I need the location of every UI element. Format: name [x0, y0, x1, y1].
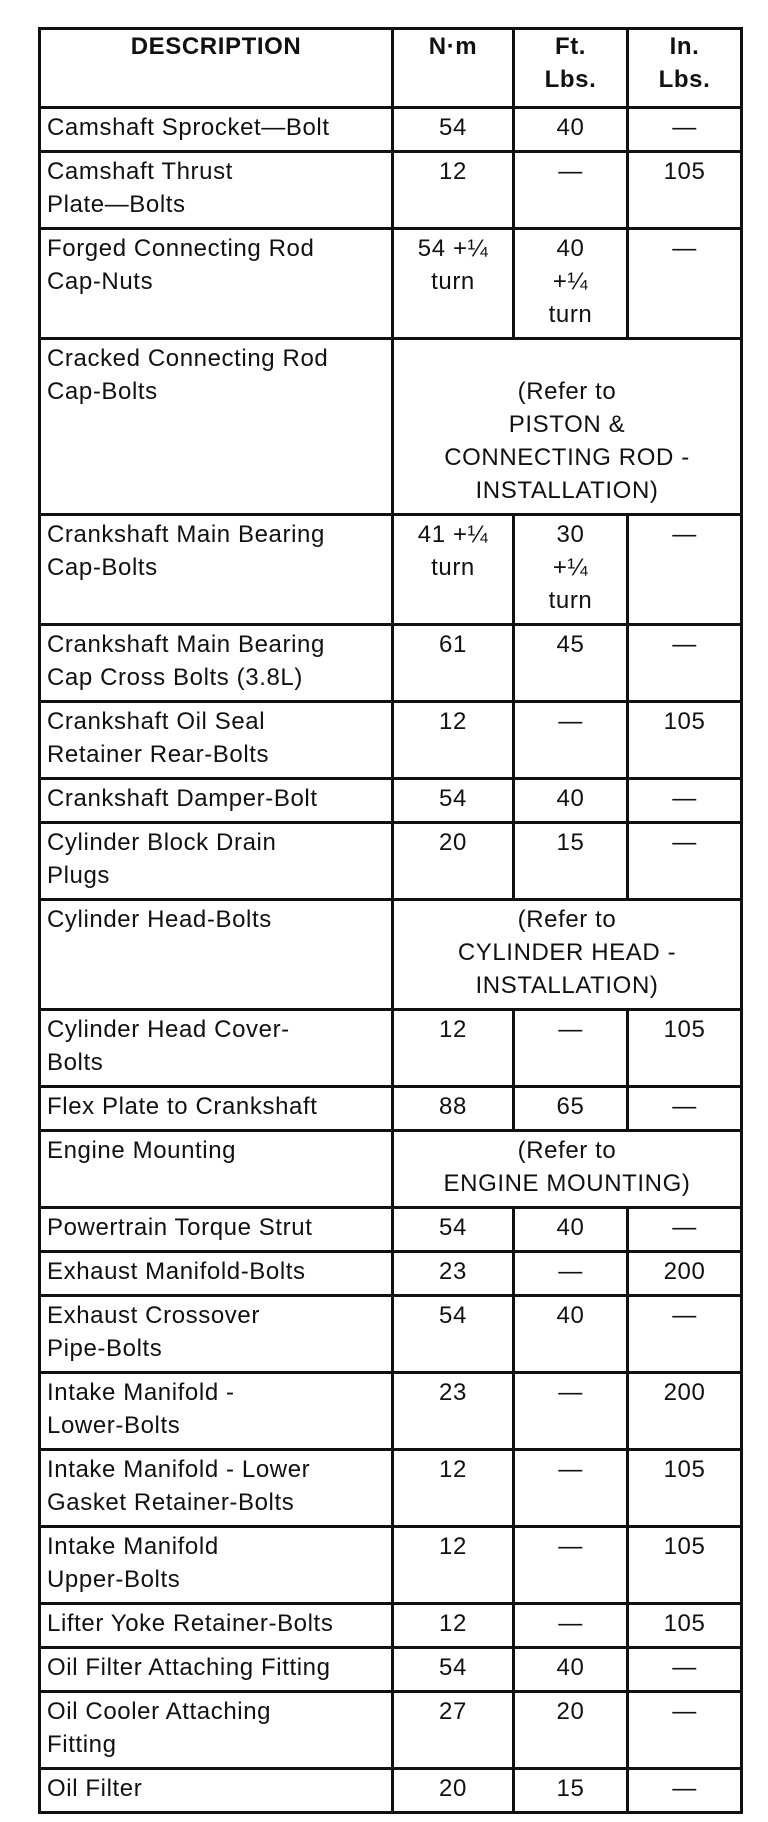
nm-cell: 23: [393, 1252, 514, 1296]
description-cell: Oil Filter: [40, 1769, 393, 1813]
table-row: [40, 779, 742, 823]
ft-lbs-cell: 40: [514, 1208, 628, 1252]
header-nm: N·m: [393, 29, 514, 108]
ft-lbs-cell: —: [514, 1450, 628, 1527]
table-row: [40, 1131, 742, 1208]
description-cell: Cylinder Head Cover- Bolts: [40, 1010, 393, 1087]
in-lbs-cell: —: [628, 515, 742, 625]
in-lbs-cell: —: [628, 625, 742, 702]
header-description: DESCRIPTION: [40, 29, 393, 108]
table-row: [40, 152, 742, 229]
ft-lbs-cell: —: [514, 1252, 628, 1296]
ft-lbs-cell: 30 +¼ turn: [514, 515, 628, 625]
description-cell: Intake Manifold - Lower Gasket Retainer-Bolts: [40, 1450, 393, 1527]
in-lbs-cell: —: [628, 1087, 742, 1131]
header-row: [40, 29, 742, 108]
description-cell: Cracked Connecting Rod Cap-Bolts: [40, 339, 393, 515]
table-row: [40, 515, 742, 625]
ft-lbs-cell: 15: [514, 1769, 628, 1813]
in-lbs-cell: —: [628, 1648, 742, 1692]
ft-lbs-cell: 20: [514, 1692, 628, 1769]
nm-cell: 54: [393, 108, 514, 152]
refer-to-note-cell: (Refer to ENGINE MOUNTING): [393, 1131, 742, 1208]
table-row: [40, 625, 742, 702]
table-row: [40, 1450, 742, 1527]
table-row: [40, 1604, 742, 1648]
in-lbs-cell: 105: [628, 1450, 742, 1527]
ft-lbs-cell: 65: [514, 1087, 628, 1131]
ft-lbs-cell: —: [514, 702, 628, 779]
ft-lbs-cell: 15: [514, 823, 628, 900]
ft-lbs-cell: 40: [514, 1296, 628, 1373]
in-lbs-cell: 105: [628, 1604, 742, 1648]
description-cell: Lifter Yoke Retainer-Bolts: [40, 1604, 393, 1648]
description-cell: Powertrain Torque Strut: [40, 1208, 393, 1252]
description-cell: Cylinder Head-Bolts: [40, 900, 393, 1010]
description-cell: Engine Mounting: [40, 1131, 393, 1208]
nm-cell: 12: [393, 1527, 514, 1604]
description-cell: Crankshaft Damper-Bolt: [40, 779, 393, 823]
refer-to-note-cell: (Refer to PISTON & CONNECTING ROD - INSTALLATION): [393, 339, 742, 515]
description-cell: Exhaust Crossover Pipe-Bolts: [40, 1296, 393, 1373]
table-body: [40, 108, 742, 1813]
ft-lbs-cell: —: [514, 1373, 628, 1450]
nm-cell: 12: [393, 1450, 514, 1527]
table-row: [40, 1373, 742, 1450]
table-row: [40, 900, 742, 1010]
ft-lbs-cell: —: [514, 1010, 628, 1087]
in-lbs-cell: 105: [628, 702, 742, 779]
in-lbs-cell: —: [628, 1769, 742, 1813]
description-cell: Forged Connecting Rod Cap-Nuts: [40, 229, 393, 339]
header-in-lbs: In. Lbs.: [628, 29, 742, 108]
description-cell: Crankshaft Oil Seal Retainer Rear-Bolts: [40, 702, 393, 779]
in-lbs-cell: 105: [628, 152, 742, 229]
description-cell: Crankshaft Main Bearing Cap Cross Bolts (3.8L): [40, 625, 393, 702]
in-lbs-cell: —: [628, 823, 742, 900]
nm-cell: 41 +¼ turn: [393, 515, 514, 625]
description-cell: Oil Cooler Attaching Fitting: [40, 1692, 393, 1769]
table-row: [40, 823, 742, 900]
table-row: [40, 1010, 742, 1087]
table-row: [40, 1692, 742, 1769]
nm-cell: 20: [393, 823, 514, 900]
description-cell: Flex Plate to Crankshaft: [40, 1087, 393, 1131]
nm-cell: 54 +¼ turn: [393, 229, 514, 339]
ft-lbs-cell: 40: [514, 108, 628, 152]
nm-cell: 20: [393, 1769, 514, 1813]
description-cell: Cylinder Block Drain Plugs: [40, 823, 393, 900]
nm-cell: 88: [393, 1087, 514, 1131]
nm-cell: 61: [393, 625, 514, 702]
description-cell: Oil Filter Attaching Fitting: [40, 1648, 393, 1692]
table-row: [40, 1769, 742, 1813]
table-row: [40, 1648, 742, 1692]
nm-cell: 54: [393, 779, 514, 823]
in-lbs-cell: 105: [628, 1527, 742, 1604]
nm-cell: 54: [393, 1648, 514, 1692]
table-row: [40, 1296, 742, 1373]
nm-cell: 12: [393, 702, 514, 779]
refer-to-note-cell: (Refer to CYLINDER HEAD - INSTALLATION): [393, 900, 742, 1010]
table-row: [40, 1252, 742, 1296]
torque-specifications-table: [38, 27, 743, 1814]
ft-lbs-cell: 45: [514, 625, 628, 702]
table-row: [40, 702, 742, 779]
nm-cell: 12: [393, 1604, 514, 1648]
description-cell: Crankshaft Main Bearing Cap-Bolts: [40, 515, 393, 625]
description-cell: Camshaft Sprocket—Bolt: [40, 108, 393, 152]
ft-lbs-cell: 40: [514, 779, 628, 823]
header-ft-lbs: Ft. Lbs.: [514, 29, 628, 108]
table-row: [40, 108, 742, 152]
in-lbs-cell: —: [628, 108, 742, 152]
ft-lbs-cell: —: [514, 1527, 628, 1604]
table-row: [40, 1208, 742, 1252]
description-cell: Exhaust Manifold-Bolts: [40, 1252, 393, 1296]
table-row: [40, 1087, 742, 1131]
nm-cell: 54: [393, 1296, 514, 1373]
in-lbs-cell: —: [628, 779, 742, 823]
nm-cell: 12: [393, 152, 514, 229]
nm-cell: 23: [393, 1373, 514, 1450]
table-row: [40, 339, 742, 515]
in-lbs-cell: 200: [628, 1252, 742, 1296]
table-row: [40, 1527, 742, 1604]
ft-lbs-cell: 40 +¼ turn: [514, 229, 628, 339]
in-lbs-cell: 105: [628, 1010, 742, 1087]
nm-cell: 12: [393, 1010, 514, 1087]
nm-cell: 27: [393, 1692, 514, 1769]
in-lbs-cell: 200: [628, 1373, 742, 1450]
in-lbs-cell: —: [628, 1296, 742, 1373]
ft-lbs-cell: —: [514, 1604, 628, 1648]
in-lbs-cell: —: [628, 1208, 742, 1252]
ft-lbs-cell: —: [514, 152, 628, 229]
in-lbs-cell: —: [628, 229, 742, 339]
description-cell: Intake Manifold Upper-Bolts: [40, 1527, 393, 1604]
nm-cell: 54: [393, 1208, 514, 1252]
description-cell: Camshaft Thrust Plate—Bolts: [40, 152, 393, 229]
description-cell: Intake Manifold - Lower-Bolts: [40, 1373, 393, 1450]
ft-lbs-cell: 40: [514, 1648, 628, 1692]
in-lbs-cell: —: [628, 1692, 742, 1769]
table-row: [40, 229, 742, 339]
